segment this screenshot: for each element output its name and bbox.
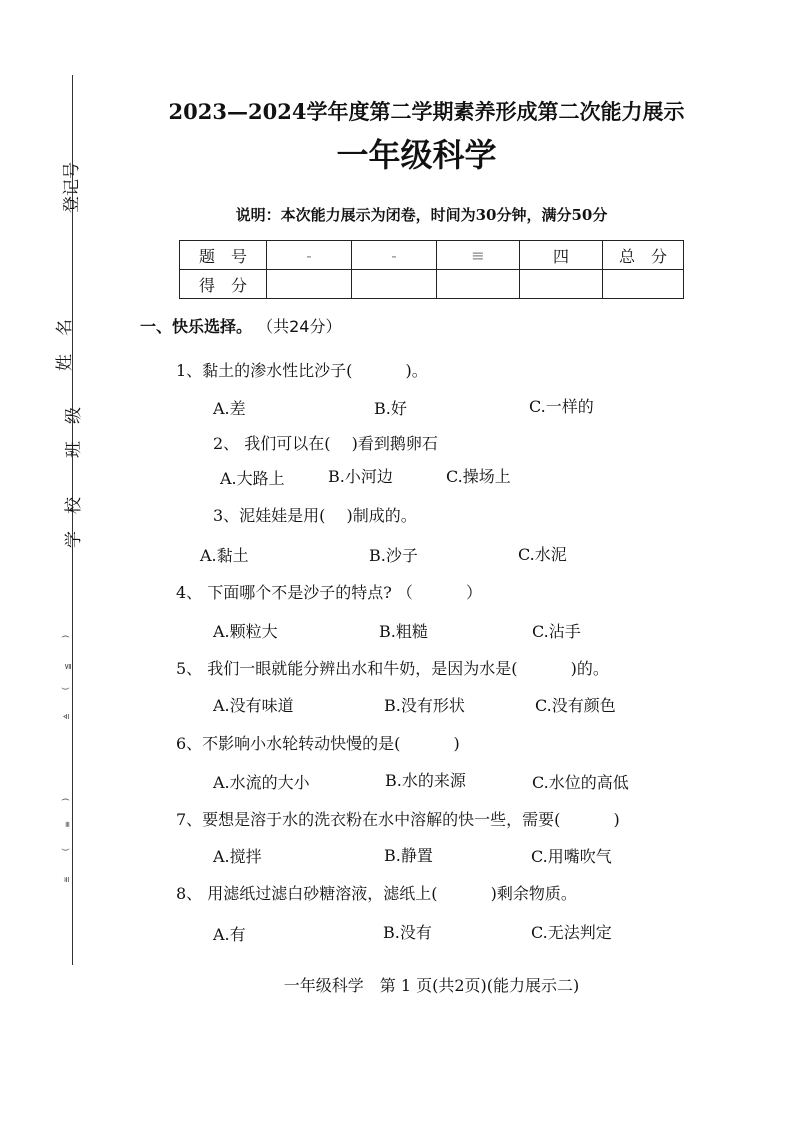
margin-mark: (	[61, 847, 71, 852]
question-stem: 7、要想是溶于水的洗衣粉在水中溶解的快一些，需要( )	[176, 810, 620, 829]
option-a[interactable]: A.黏土	[200, 546, 249, 565]
section-points: （共24分）	[257, 317, 342, 336]
section-heading	[140, 314, 341, 337]
option-b[interactable]: B.好	[374, 399, 407, 418]
question-stem: 5、 我们一眼就能分辨出水和牛奶，是因为水是( )的。	[176, 659, 609, 678]
option-c[interactable]: C.没有颜色	[535, 696, 616, 715]
option-b[interactable]: B.水的来源	[385, 771, 466, 790]
option-a[interactable]: A.差	[213, 399, 246, 418]
table-cell[interactable]	[603, 270, 684, 299]
table-cell: -	[267, 241, 352, 270]
option-c[interactable]: C.沾手	[532, 622, 581, 641]
table-row	[180, 270, 684, 299]
option-a[interactable]: A.有	[213, 925, 246, 944]
option-c[interactable]: C.水泥	[518, 545, 567, 564]
margin-mark: )	[61, 797, 71, 802]
option-c[interactable]: C.操场上	[446, 467, 511, 486]
option-b[interactable]: B.沙子	[369, 546, 418, 565]
table-cell: 得 分	[180, 270, 267, 299]
table-cell: ≡	[437, 241, 520, 270]
question-stem: 2、 我们可以在( )看到鹅卵石	[213, 434, 438, 453]
reg-no-label: 登记号	[62, 162, 82, 213]
exam-note: 说明：本次能力展示为闭卷，时间为30分钟，满分50分	[235, 206, 608, 224]
option-c[interactable]: C.无法判定	[531, 923, 612, 942]
question-stem: 3、泥娃娃是用( )制成的。	[213, 506, 417, 525]
margin-mark: (	[61, 686, 71, 691]
margin-mark: ≙	[62, 713, 72, 720]
option-a[interactable]: A.大路上	[220, 469, 285, 488]
option-b[interactable]: B.粗糙	[379, 622, 428, 641]
table-cell[interactable]	[437, 270, 520, 299]
subject-title: 一年级科学	[336, 136, 497, 174]
page-footer: 一年级科学 第 1 页(共2页)(能力展示二)	[283, 976, 580, 995]
question-stem: 1、黏土的渗水性比沙子( )。	[176, 361, 428, 380]
option-b[interactable]: B.没有	[383, 923, 432, 942]
question-stem: 4、 下面哪个不是沙子的特点? （ ）	[176, 583, 483, 602]
option-a[interactable]: A.水流的大小	[213, 773, 310, 792]
margin-mark: )	[61, 634, 71, 639]
table-cell: 题 号	[180, 241, 267, 270]
option-c[interactable]: C.一样的	[529, 397, 594, 416]
table-cell[interactable]	[520, 270, 603, 299]
table-cell[interactable]	[352, 270, 437, 299]
name-label: 名	[55, 319, 75, 336]
table-cell: 总 分	[603, 241, 684, 270]
margin-mark: ≦	[62, 663, 72, 670]
table-cell: -	[352, 241, 437, 270]
table-cell[interactable]	[267, 270, 352, 299]
question-stem: 6、不影响小水轮转动快慢的是( )	[176, 734, 460, 753]
margin-mark: ≡	[62, 821, 72, 828]
option-c[interactable]: C.水位的高低	[532, 773, 629, 792]
class-label: 班 级	[64, 407, 84, 458]
option-b[interactable]: B.小河边	[328, 467, 393, 486]
school-label: 学 校	[64, 497, 84, 548]
option-a[interactable]: A.搅拌	[213, 847, 262, 866]
option-b[interactable]: B.没有形状	[384, 696, 465, 715]
exam-title: 2023—2024学年度第二学期素养形成第二次能力展示	[168, 99, 685, 124]
table-row	[180, 241, 684, 270]
table-cell: 四	[520, 241, 603, 270]
name-label-2: 姓	[55, 354, 75, 371]
option-b[interactable]: B.静置	[384, 846, 433, 865]
option-a[interactable]: A.没有味道	[213, 696, 294, 715]
option-c[interactable]: C.用嘴吹气	[531, 847, 612, 866]
option-a[interactable]: A.颗粒大	[213, 622, 278, 641]
question-stem: 8、 用滤纸过滤白砂糖溶液，滤纸上( )剩余物质。	[176, 884, 577, 903]
section-title: 一、快乐选择。	[140, 317, 253, 336]
score-table	[179, 240, 684, 299]
margin-mark: ≝	[62, 876, 72, 883]
